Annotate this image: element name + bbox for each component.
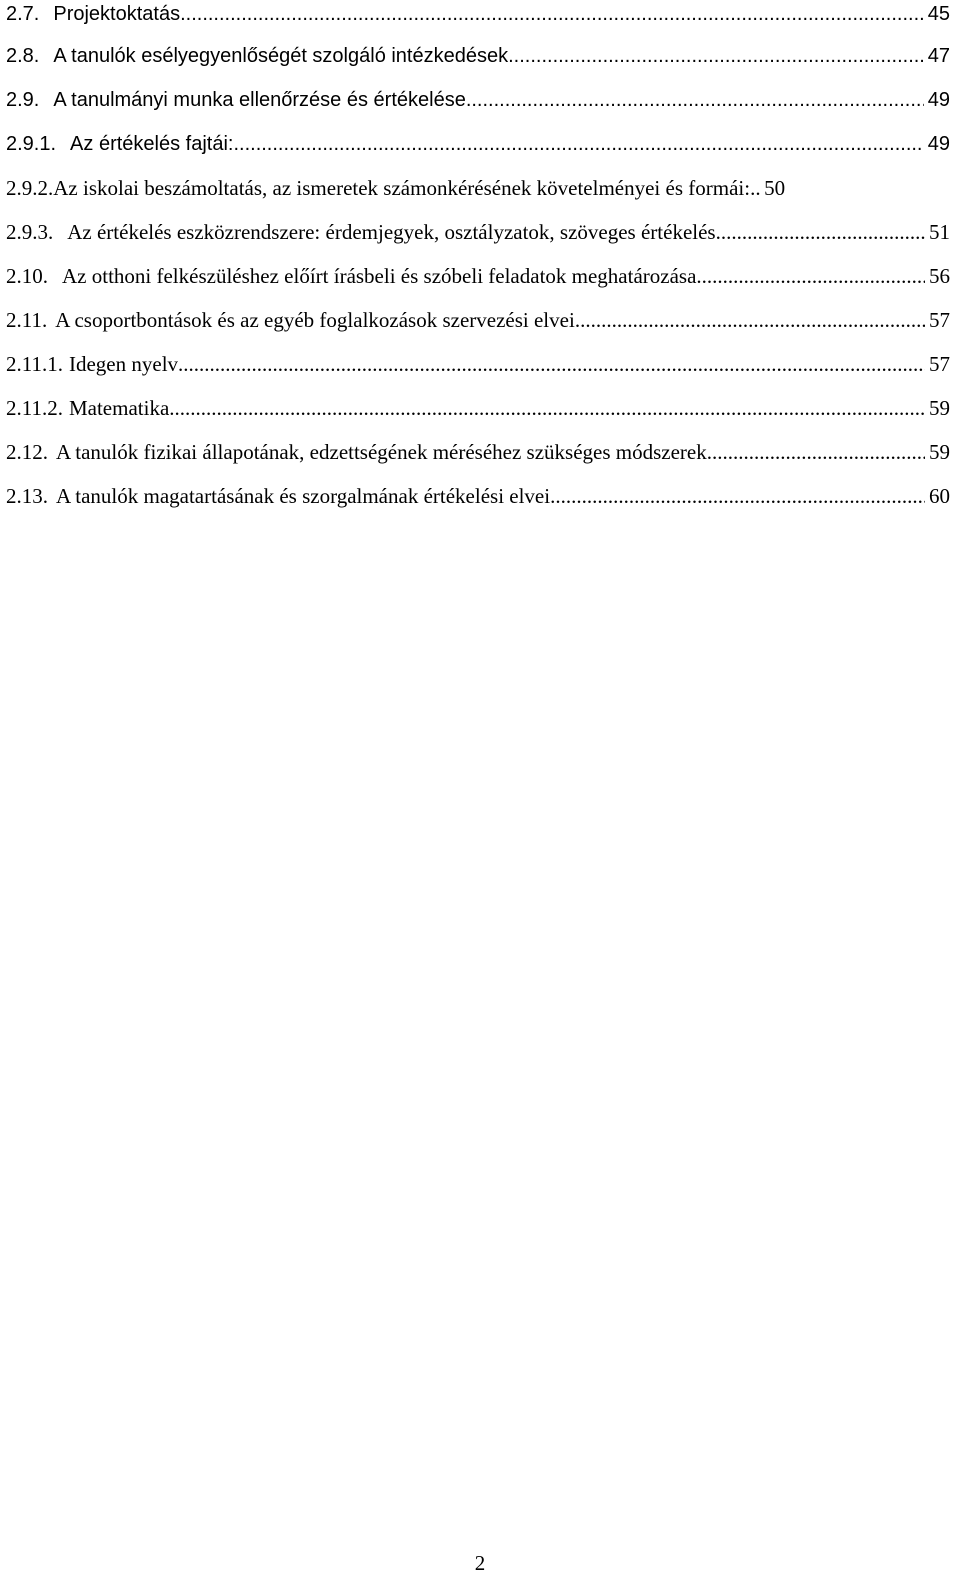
toc-entry-number: 2.9.3. xyxy=(6,220,54,244)
toc-entry-title: A tanulók esélyegyenlőségét szolgáló intézkedések xyxy=(53,45,509,67)
toc-leader-dots xyxy=(750,166,760,210)
toc-entry-title: A tanulmányi munka ellenőrzése és értékelése xyxy=(53,89,466,111)
toc-entry-number: 2.9.1. xyxy=(6,133,57,155)
toc-entry-number: 2.8. xyxy=(6,45,40,67)
toc-entry-page: 51 xyxy=(929,220,950,244)
toc-leader-dots xyxy=(180,0,924,34)
toc-entry-title: Matematika xyxy=(68,396,170,420)
toc-entry-number: 2.7. xyxy=(6,3,40,25)
toc-entry[interactable] xyxy=(6,78,950,122)
toc-entry-title: A tanulók magatartásának és szorgalmának értékelési elvei xyxy=(56,484,551,508)
toc-entry-page: 49 xyxy=(927,133,950,155)
page-number: 2 xyxy=(474,1551,486,1575)
toc-entry-title: Az értékelés fajtái: xyxy=(70,133,234,155)
toc-leader-dots xyxy=(707,430,925,474)
toc-leader-dots xyxy=(575,298,925,342)
toc-entry[interactable] xyxy=(6,474,950,518)
toc-entry[interactable] xyxy=(6,0,950,34)
toc-leader-dots xyxy=(169,386,925,430)
toc-entry-title: Idegen nyelv xyxy=(68,352,179,376)
toc-entry-number: 2.9.2. xyxy=(6,176,54,200)
toc-entry-number: 2.11. xyxy=(6,308,48,332)
toc-entry-title: Az otthoni felkészüléshez előírt írásbeli és szóbeli feladatok meghatározása xyxy=(62,264,697,288)
toc-entry-title: Projektoktatás xyxy=(53,3,181,25)
toc-leader-dots xyxy=(508,34,924,78)
toc-entry-page: 59 xyxy=(929,440,950,464)
toc-entry-number: 2.9. xyxy=(6,89,40,111)
toc-entry-page: 49 xyxy=(927,89,950,111)
toc-entry[interactable] xyxy=(6,166,950,210)
toc-entry[interactable] xyxy=(6,210,950,254)
toc-entry-page: 47 xyxy=(927,45,950,67)
toc-entry[interactable] xyxy=(6,254,950,298)
toc-entry-title: A csoportbontások és az egyéb foglalkozások szervezési elvei xyxy=(55,308,575,332)
toc-leader-dots xyxy=(233,122,923,166)
toc-entry-number: 2.10. xyxy=(6,264,48,288)
toc-entry[interactable] xyxy=(6,386,950,430)
toc-entry-page: 56 xyxy=(929,264,950,288)
toc-entry-title: A tanulók fizikai állapotának, edzettségének méréséhez szükséges módszerek xyxy=(56,440,707,464)
toc-entry-number: 2.11.1. xyxy=(6,352,63,376)
toc-entry[interactable] xyxy=(6,298,950,342)
toc-leader-dots xyxy=(696,254,925,298)
toc-entry-number: 2.12. xyxy=(6,440,48,464)
toc-entry-number: 2.13. xyxy=(6,484,48,508)
toc-entry[interactable] xyxy=(6,430,950,474)
toc-entry[interactable] xyxy=(6,342,950,386)
toc-entry[interactable] xyxy=(6,34,950,78)
toc-leader-dots xyxy=(178,342,925,386)
toc-entry-title: Az értékelés eszközrendszere: érdemjegyek, osztályzatok, szöveges értékelés xyxy=(67,220,716,244)
table-of-contents xyxy=(6,0,950,518)
toc-entry-page: 59 xyxy=(929,396,950,420)
toc-entry-page: 57 xyxy=(929,352,950,376)
toc-entry-page: 50 xyxy=(764,176,786,200)
toc-entry-page: 60 xyxy=(929,484,950,508)
toc-entry-number: 2.11.2. xyxy=(6,396,63,420)
toc-leader-dots xyxy=(550,474,925,518)
toc-leader-dots xyxy=(716,210,925,254)
toc-entry[interactable] xyxy=(6,122,950,166)
toc-entry-title: Az iskolai beszámoltatás, az ismeretek számonkérésének követelményei és formái: xyxy=(53,176,751,200)
toc-entry-page: 57 xyxy=(929,308,950,332)
toc-entry-page: 45 xyxy=(927,3,950,25)
toc-leader-dots xyxy=(466,78,924,122)
